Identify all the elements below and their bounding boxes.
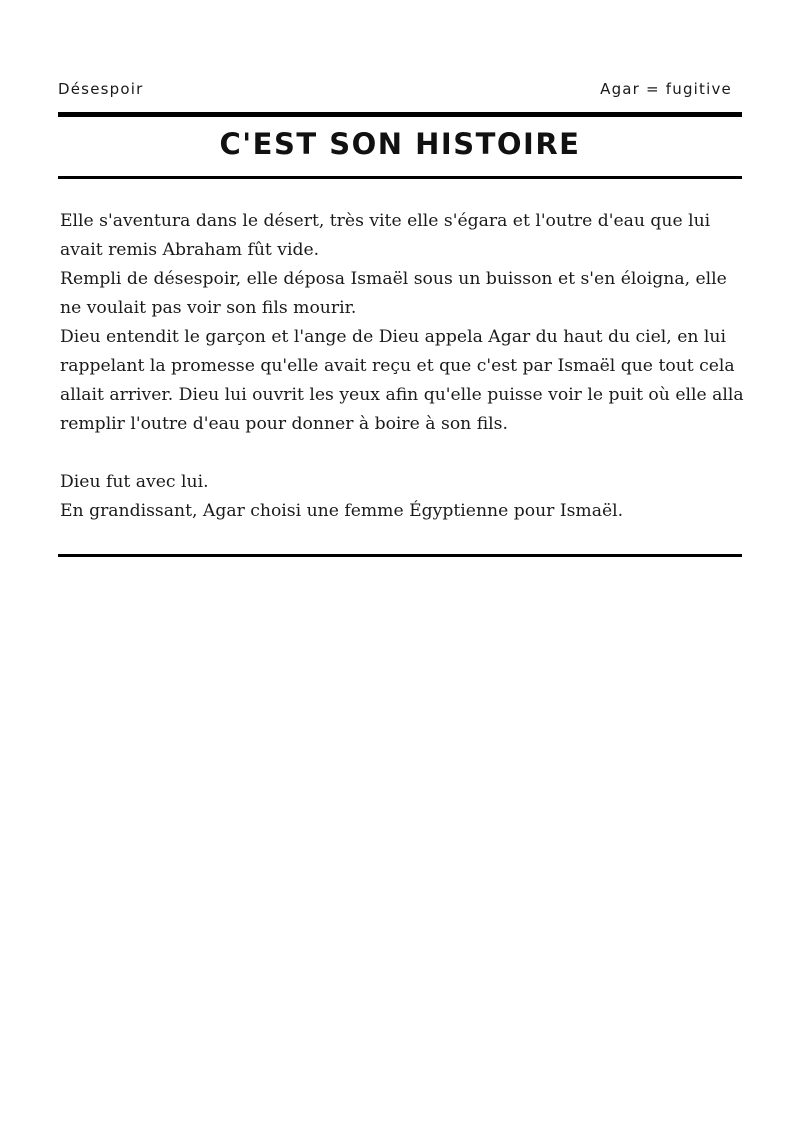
- story-text: [60, 207, 750, 526]
- title-divider: [58, 176, 742, 179]
- header-right-label: Agar = fugitive: [600, 80, 732, 98]
- paragraph-2: Rempli de désespoir, elle déposa Ismaël sous un buisson et s'en éloigna, elle ne voulait pas voir son fils mourir.: [60, 269, 727, 318]
- header-left-label: Désespoir: [58, 80, 144, 98]
- bottom-divider: [58, 554, 742, 557]
- paragraph-1: Elle s'aventura dans le désert, très vite elle s'égara et l'outre d'eau que lui avait remis Abraham fût vide.: [60, 211, 711, 260]
- paragraph-4: Dieu fut avec lui.: [60, 472, 209, 492]
- paragraph-spacer: [60, 439, 750, 468]
- page-title: C'EST SON HISTOIRE: [219, 127, 581, 161]
- paragraph-3: Dieu entendit le garçon et l'ange de Dieu appela Agar du haut du ciel, en lui rappelant la promesse qu'elle avait reçu et que c'est par Ismaël que tout cela allait arriver. Dieu lui ouvrit les yeux afin qu'elle puisse voir le puit où elle alla remplir l'outre d'eau pour donner à boire à son fils.: [60, 327, 744, 434]
- paragraph-5: En grandissant, Agar choisi une femme Égyptienne pour Ismaël.: [60, 501, 624, 521]
- top-divider: [58, 112, 742, 117]
